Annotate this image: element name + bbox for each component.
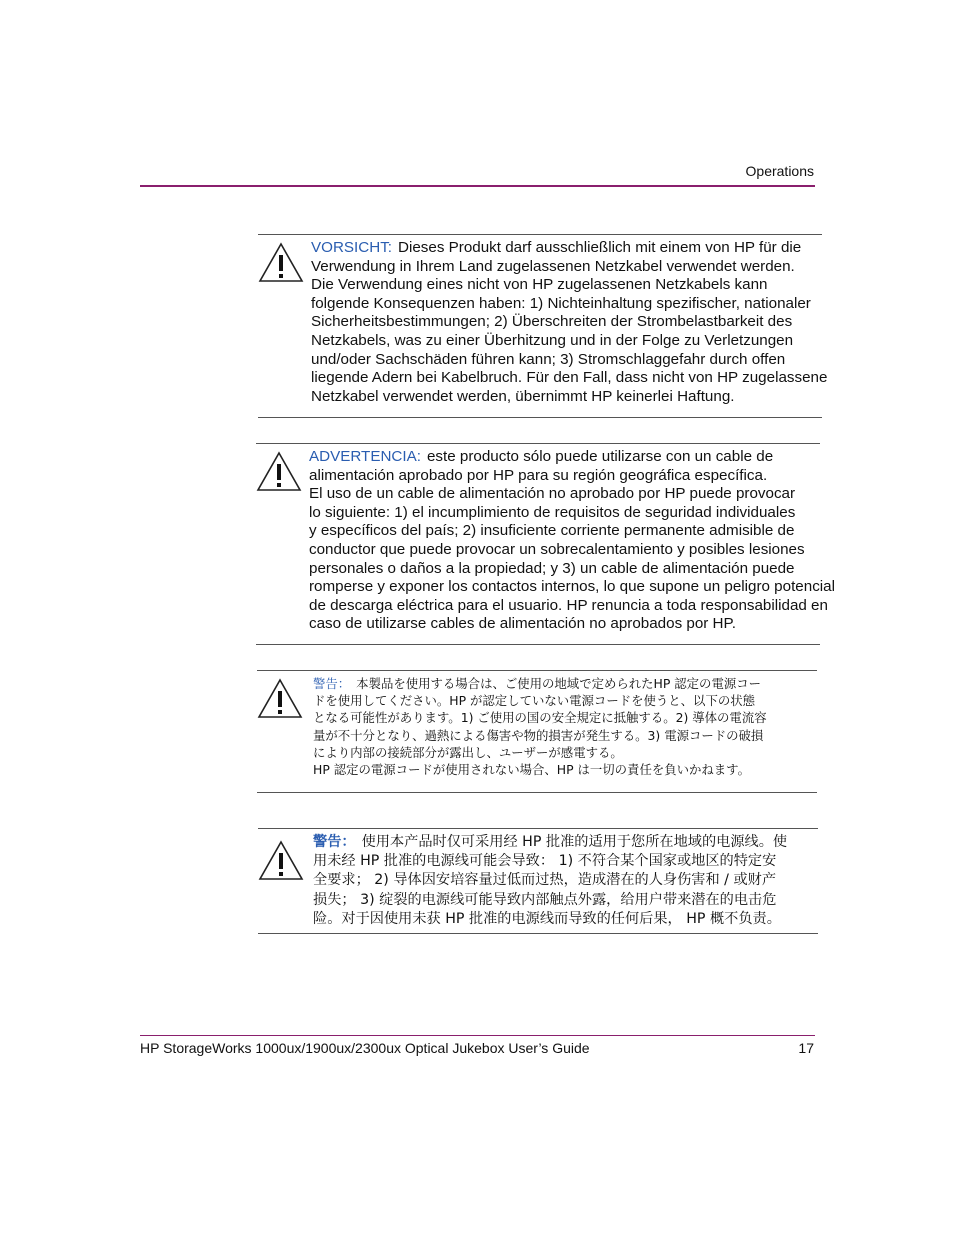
notice-line: y específicos del país; 2) insuficiente corriente permanente admisible de: [309, 522, 795, 540]
notice-line: lo siguiente: 1) el incumplimiento de requisitos de seguridad individuales: [309, 503, 796, 521]
notice-line: により内部の接続部分が露出し、ユーザーが感電する。: [313, 744, 623, 760]
notice-line: liegende Adern bei Kabelbruch. Für den Fall, dass nicht von HP zugelassene: [311, 369, 828, 387]
running-head: Operations: [745, 163, 814, 179]
notice-label: 警告：: [313, 834, 356, 850]
notice-line: 警告： 本製品を使用する場合は、ご使用の地域で定められたHP 認定の電源コー: [313, 676, 762, 691]
notice-line: 警告： 使用本产品时仅可采用经 HP 批准的适用于您所在地域的电源线。使: [313, 834, 788, 850]
notice-line: Sicherheitsbestimmungen; 2) Überschreiten der Strombelastbarkeit des: [311, 313, 793, 331]
notice-line: となる可能性があります。1) ご使用の国の安全規定に抵触する。2) 導体の電流容: [313, 710, 767, 726]
notice-text: [311, 239, 828, 406]
caution-notice-german: [258, 234, 828, 418]
notice-line: ドを使用してください。HP が認定していない電源コードを使うと、以下の状態: [313, 693, 756, 709]
notice-line: 全要求； 2) 导体因安培容量过低而过热，造成潜在的人身伤害和 / 或财产: [313, 872, 777, 889]
warning-notice-japanese: [257, 670, 817, 793]
footer-title: HP StorageWorks 1000ux/1900ux/2300ux Optical Jukebox User’s Guide: [140, 1040, 590, 1056]
notice-line: ADVERTENCIA: este producto sólo puede utilizarse con un cable de: [309, 448, 774, 465]
notice-line: Netzkabels, was zu einer Überhitzung und in der Folge zu Verletzungen: [311, 331, 794, 349]
notice-line: VORSICHT: Dieses Produkt darf ausschließlich mit einem von HP für die: [311, 239, 802, 256]
header-rule: [140, 185, 815, 187]
page-number: 17: [798, 1040, 814, 1056]
notice-text: [313, 675, 817, 778]
notice-text: [313, 833, 818, 929]
notice-text: [309, 448, 835, 634]
notice-line: 损失； 3) 绽裂的电源线可能导致内部触点外露，给用户带来潜在的电击危: [313, 891, 777, 908]
notice-line: 量が不十分となり、過熱による傷害や物的損害が発生する。3) 電源コードの破損: [313, 727, 764, 743]
notice-line: Die Verwendung eines nicht von HP zugelassenen Netzkabels kann: [311, 276, 768, 294]
warning-triangle-icon: [256, 450, 302, 494]
notice-line: personales o daños a la propiedad; y 3) un cable de alimentación puede: [309, 559, 795, 577]
notice-line: 用未经 HP 批准的电源线可能会导致： 1) 不符合某个国家或地区的特定安: [313, 853, 777, 870]
notice-line: caso de utilizarse cables de alimentación no aprobados por HP.: [309, 615, 736, 633]
notice-line: alimentación aprobado por HP para su región geográfica específica.: [309, 466, 768, 484]
notice-label: VORSICHT:: [311, 239, 393, 256]
notice-line: conductor que puede provocar un sobrecalentamiento y posibles lesiones: [309, 540, 805, 558]
warning-triangle-icon: [258, 241, 304, 285]
notice-line: folgende Konsequenzen haben: 1) Nichteinhaltung spezifischer, nationaler: [311, 294, 811, 312]
notice-line: HP 認定の電源コードが使用されない場合、HP は一切の責任を負いかねます。: [313, 762, 750, 778]
warning-notice-spanish: [256, 443, 835, 645]
notice-line: 险。对于因使用未获 HP 批准的电源线而导致的任何后果， HP 概不负责。: [313, 910, 781, 927]
notice-line: de descarga eléctrica para el usuario. HP renuncia a toda responsabilidad en: [309, 596, 828, 614]
notice-line: und/oder Sachschäden führen kann; 3) Stromschlaggefahr durch offen: [311, 350, 786, 368]
notice-label: ADVERTENCIA:: [309, 448, 421, 465]
notice-line: romperse y exponer los contactos internos, lo que supone un peligro potencial: [309, 578, 835, 596]
footer-rule: [140, 1035, 815, 1036]
notice-line: El uso de un cable de alimentación no aprobado por HP puede provocar: [309, 485, 796, 503]
warning-triangle-icon: [258, 839, 304, 883]
warning-triangle-icon: [257, 677, 303, 721]
notice-label: 警告：: [313, 676, 351, 691]
warning-notice-chinese: [258, 828, 818, 934]
notice-line: Netzkabel verwendet werden, übernimmt HP keinerlei Haftung.: [311, 387, 735, 405]
notice-line: Verwendung in Ihrem Land zugelassenen Netzkabel verwendet werden.: [311, 257, 795, 275]
